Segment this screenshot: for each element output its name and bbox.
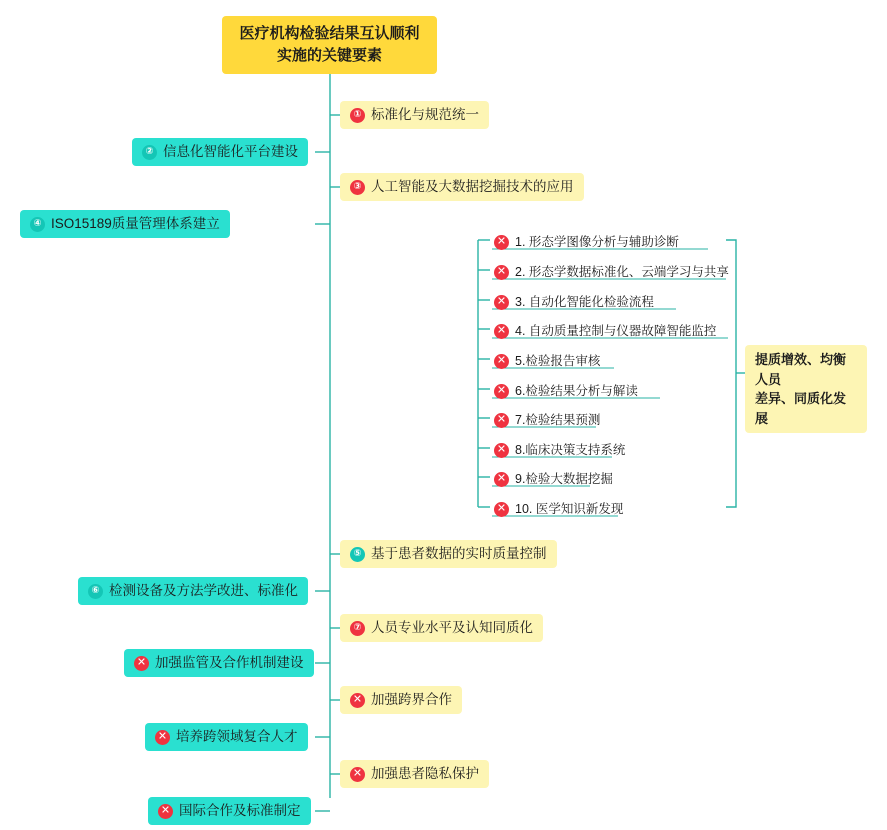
ai-child-4[interactable] xyxy=(492,318,726,345)
ai-child-label-5: 5.检验报告审核 xyxy=(515,354,601,368)
number-badge-5-icon: ⑤ xyxy=(350,547,365,562)
ai-child-9[interactable] xyxy=(492,466,623,493)
number-badge-6-icon: ⑥ xyxy=(88,584,103,599)
branch-node-11[interactable] xyxy=(340,760,489,788)
ai-child-label-6: 6.检验结果分析与解读 xyxy=(515,384,638,398)
ai-child-label-10: 10. 医学知识新发现 xyxy=(515,502,624,516)
cross-badge-icon: ✕ xyxy=(350,767,365,782)
branch-node-1[interactable] xyxy=(340,101,489,129)
number-badge-2-icon: ② xyxy=(142,145,157,160)
ai-child-5[interactable] xyxy=(492,348,610,375)
ai-child-7[interactable] xyxy=(492,407,610,434)
cross-badge-icon: ✕ xyxy=(134,656,149,671)
branch-label-9: 加强跨界合作 xyxy=(371,692,452,707)
cross-badge-icon: ✕ xyxy=(494,502,509,517)
branch-label-2: 信息化智能化平台建设 xyxy=(163,144,298,159)
ai-child-label-9: 9.检验大数据挖掘 xyxy=(515,472,613,486)
cross-badge-icon: ✕ xyxy=(494,295,509,310)
number-badge-4-icon: ④ xyxy=(30,217,45,232)
cross-badge-icon: ✕ xyxy=(350,693,365,708)
branch-node-4[interactable] xyxy=(20,210,230,238)
branch-label-6: 检测设备及方法学改进、标准化 xyxy=(109,583,298,598)
ai-child-1[interactable] xyxy=(492,229,689,256)
ai-child-2[interactable] xyxy=(492,259,739,286)
branch-node-12[interactable] xyxy=(148,797,311,825)
ai-child-label-2: 2. 形态学数据标准化、云端学习与共享 xyxy=(515,265,729,279)
branch-label-1: 标准化与规范统一 xyxy=(371,107,479,122)
branch-label-10: 培养跨领域复合人才 xyxy=(176,729,298,744)
cross-badge-icon: ✕ xyxy=(494,265,509,280)
branch-node-8[interactable] xyxy=(124,649,314,677)
ai-child-label-7: 7.检验结果预测 xyxy=(515,413,601,427)
cross-badge-icon: ✕ xyxy=(494,413,509,428)
branch-label-5: 基于患者数据的实时质量控制 xyxy=(371,546,547,561)
branch-label-8: 加强监管及合作机制建设 xyxy=(155,655,304,670)
root-label: 医疗机构检验结果互认顺利实施的关键要素 xyxy=(239,25,420,64)
branch-node-2[interactable] xyxy=(132,138,308,166)
ai-child-10[interactable] xyxy=(492,496,633,523)
summary-note-line1: 提质增效、均衡人员 xyxy=(755,352,847,387)
summary-note[interactable] xyxy=(745,345,867,433)
branch-node-10[interactable] xyxy=(145,723,308,751)
ai-child-3[interactable] xyxy=(492,289,664,316)
ai-child-6[interactable] xyxy=(492,378,648,405)
cross-badge-icon: ✕ xyxy=(494,384,509,399)
ai-child-label-3: 3. 自动化智能化检验流程 xyxy=(515,295,654,309)
cross-badge-icon: ✕ xyxy=(494,235,509,250)
branch-label-7: 人员专业水平及认知同质化 xyxy=(371,620,533,635)
ai-child-label-1: 1. 形态学图像分析与辅助诊断 xyxy=(515,235,679,249)
branch-label-3: 人工智能及大数据挖掘技术的应用 xyxy=(371,179,574,194)
number-badge-7-icon: ⑦ xyxy=(350,621,365,636)
branch-node-5[interactable] xyxy=(340,540,557,568)
cross-badge-icon: ✕ xyxy=(158,804,173,819)
number-badge-3-icon: ③ xyxy=(350,180,365,195)
ai-child-label-8: 8.临床决策支持系统 xyxy=(515,443,626,457)
cross-badge-icon: ✕ xyxy=(494,443,509,458)
cross-badge-icon: ✕ xyxy=(494,354,509,369)
branch-node-9[interactable] xyxy=(340,686,462,714)
cross-badge-icon: ✕ xyxy=(155,730,170,745)
branch-label-11: 加强患者隐私保护 xyxy=(371,766,479,781)
ai-child-8[interactable] xyxy=(492,437,635,464)
branch-node-7[interactable] xyxy=(340,614,543,642)
cross-badge-icon: ✕ xyxy=(494,324,509,339)
cross-badge-icon: ✕ xyxy=(494,472,509,487)
branch-label-4: ISO15189质量管理体系建立 xyxy=(51,216,220,231)
branch-node-3[interactable] xyxy=(340,173,584,201)
branch-node-6[interactable] xyxy=(78,577,308,605)
summary-note-line2: 差异、同质化发展 xyxy=(755,391,847,426)
number-badge-1-icon: ① xyxy=(350,108,365,123)
ai-child-label-4: 4. 自动质量控制与仪器故障智能监控 xyxy=(515,324,717,338)
root-node[interactable] xyxy=(222,16,437,74)
branch-label-12: 国际合作及标准制定 xyxy=(179,803,301,818)
